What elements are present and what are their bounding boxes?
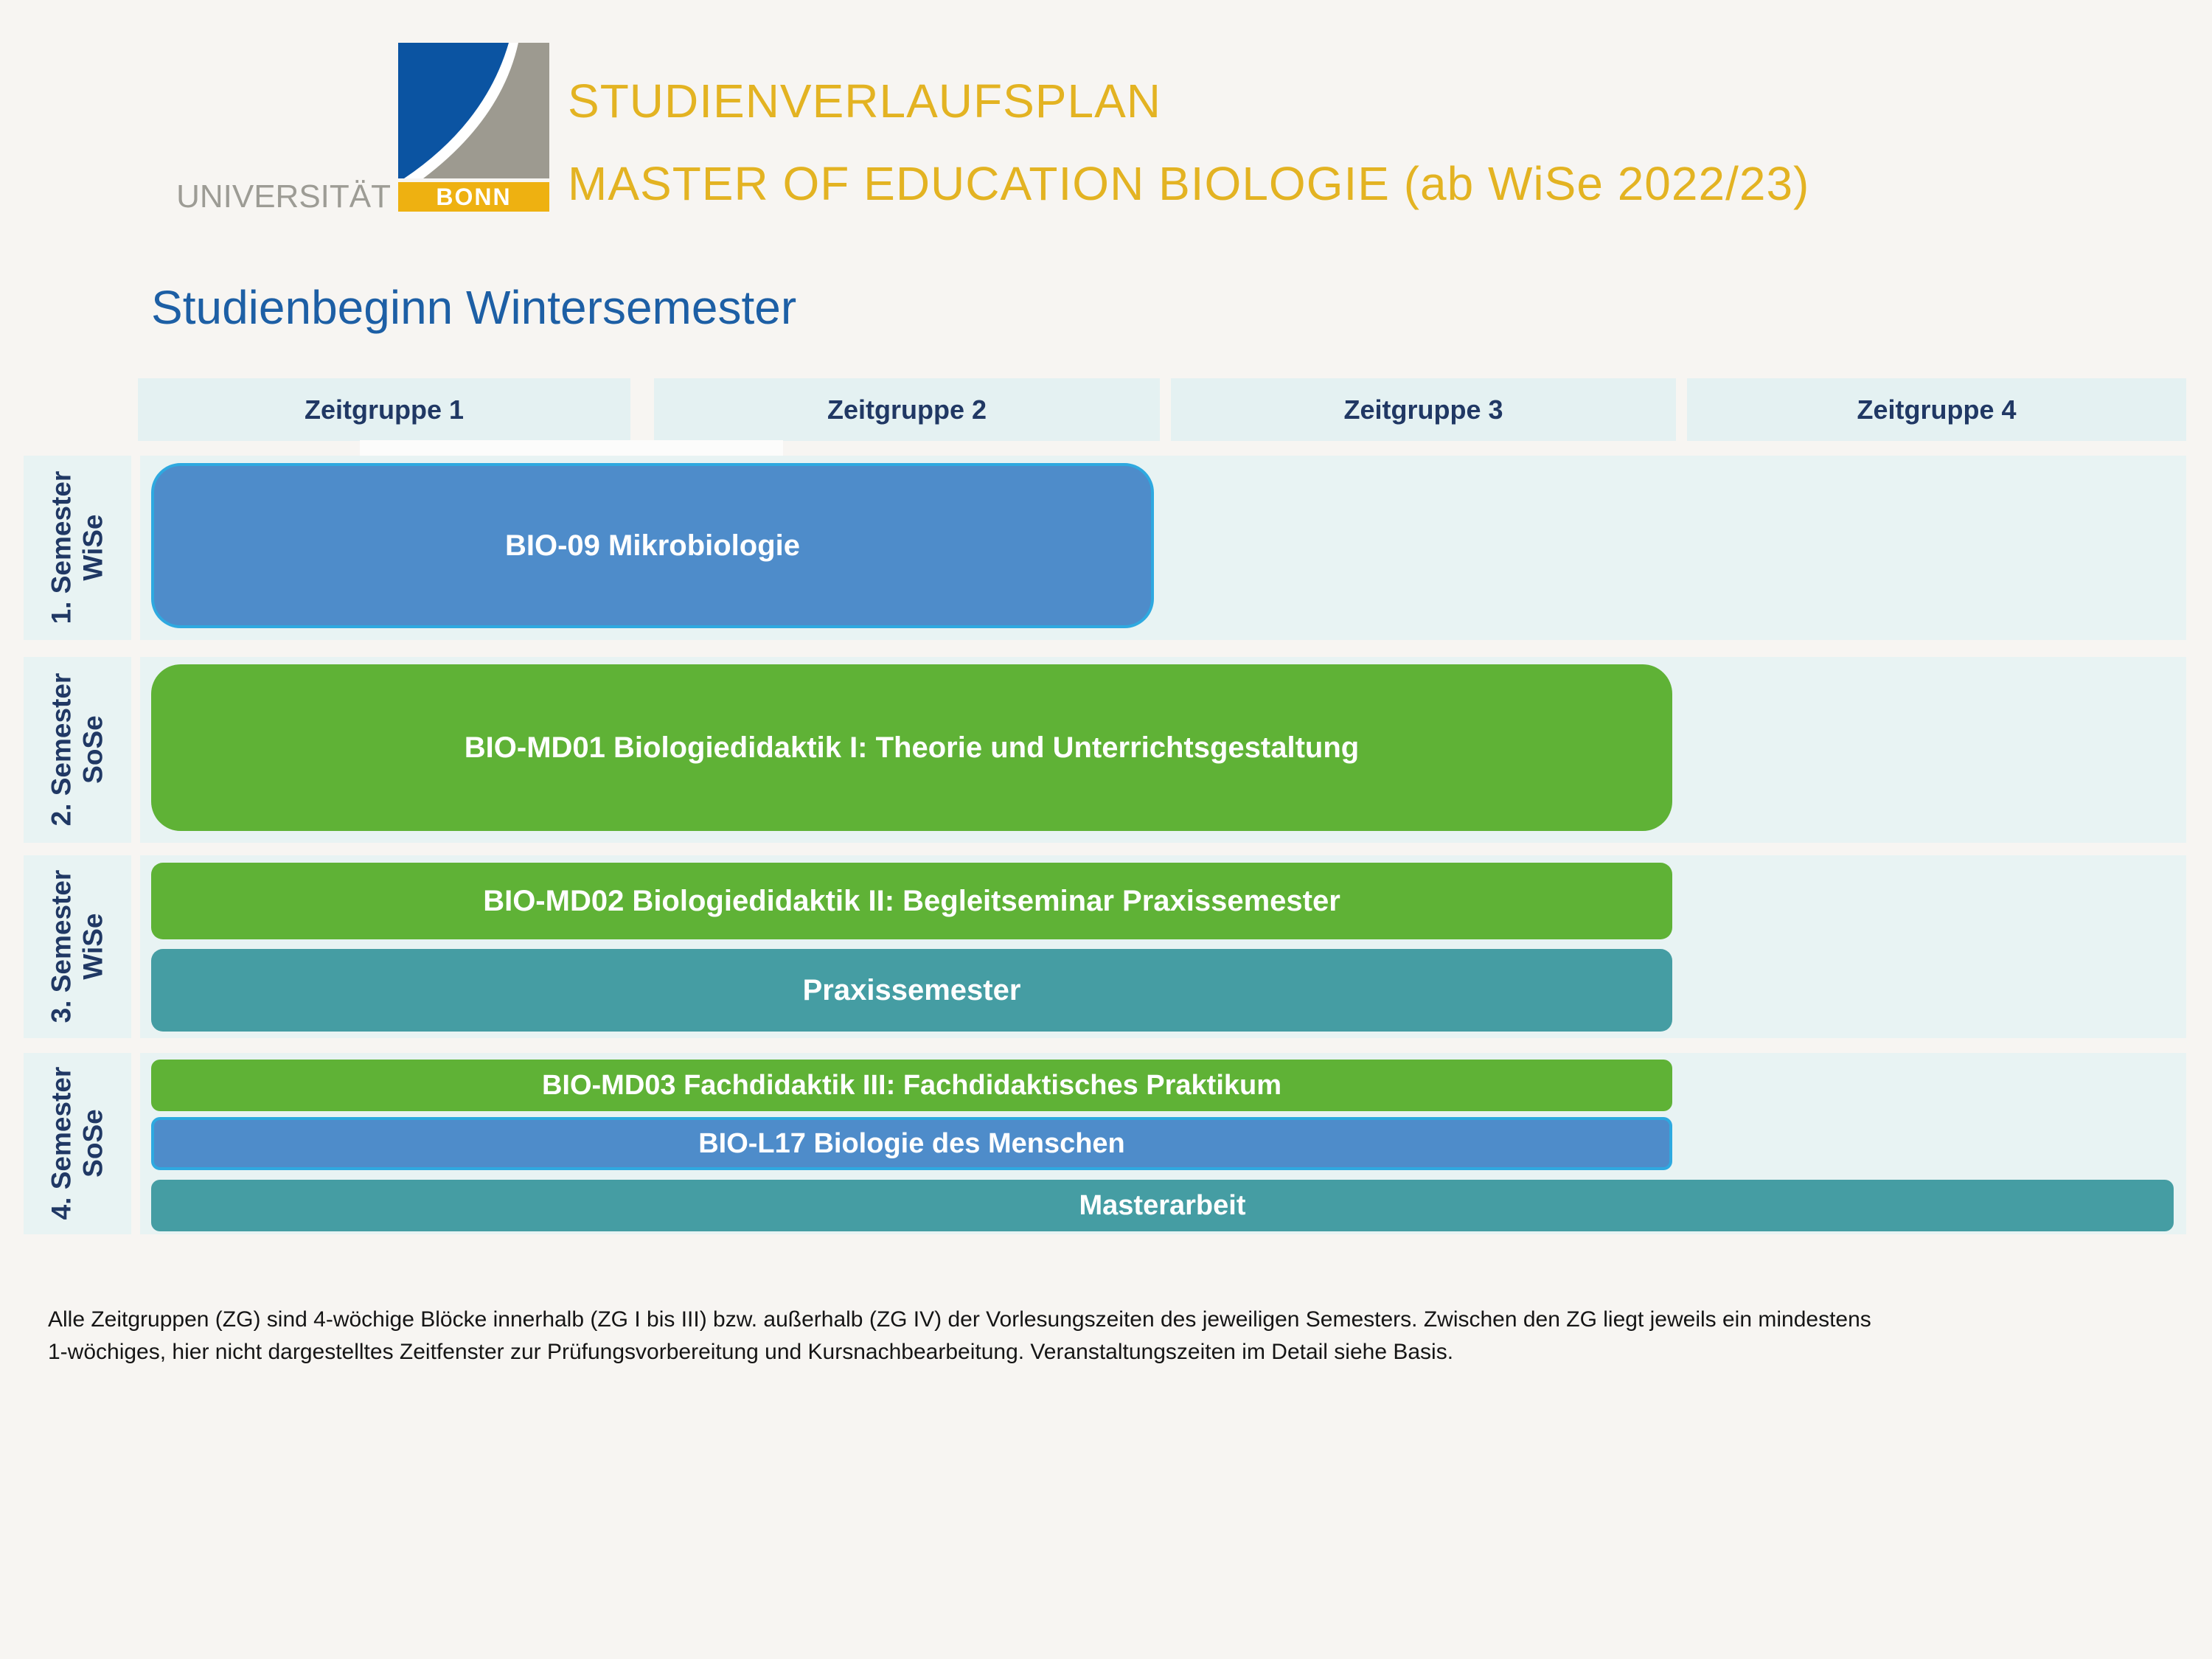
- page-title-line2: MASTER OF EDUCATION BIOLOGIE (ab WiSe 2022/23): [568, 157, 1810, 210]
- logo-bonn-bar: [398, 182, 549, 212]
- course-label: BIO-09 Mikrobiologie: [504, 529, 801, 562]
- course-label: Masterarbeit: [1079, 1189, 1246, 1221]
- semester-label-line2: SoSe: [77, 715, 108, 785]
- course-box-masterarbeit: [151, 1180, 2174, 1231]
- column-header-label: Zeitgruppe 4: [1857, 394, 2017, 425]
- uni-bonn-logo-icon: [398, 43, 549, 178]
- row-label-semester-1: [24, 456, 131, 640]
- university-wordmark: UNIVERSITÄT: [176, 178, 391, 215]
- header-highlight-rect: [360, 440, 783, 456]
- course-box-praxissemester: [151, 949, 1672, 1032]
- semester-label-line2: WiSe: [77, 514, 108, 582]
- column-header-zeitgruppe-2: [654, 378, 1160, 441]
- column-header-label: Zeitgruppe 3: [1343, 394, 1503, 425]
- semester-label-line1: 3. Semester: [46, 870, 77, 1023]
- course-box-bio-md01: [151, 664, 1672, 831]
- course-box-bio-md02: [151, 863, 1672, 939]
- page-title-line1: STUDIENVERLAUFSPLAN: [568, 74, 1161, 128]
- semester-label: [46, 673, 108, 827]
- course-box-bio-md03: [151, 1060, 1672, 1111]
- semester-label: [46, 471, 108, 625]
- footnote: [48, 1304, 1871, 1368]
- semester-label: [46, 870, 108, 1023]
- course-label: Praxissemester: [802, 973, 1021, 1006]
- semester-label-line2: WiSe: [77, 913, 108, 981]
- course-label: BIO-L17 Biologie des Menschen: [698, 1127, 1125, 1159]
- semester-label-line1: 4. Semester: [46, 1067, 77, 1220]
- row-label-semester-2: [24, 657, 131, 843]
- semester-label-line1: 1. Semester: [46, 471, 77, 625]
- logo-bonn-text: BONN: [436, 183, 512, 210]
- footnote-line1: Alle Zeitgruppen (ZG) sind 4-wöchige Blöcke innerhalb (ZG I bis III) bzw. außerhalb (ZG IV) der Vorlesungszeiten des jeweiligen Semesters. Zwischen den ZG liegt jeweils ein mindestens: [48, 1307, 1871, 1332]
- column-header-zeitgruppe-1: [138, 378, 630, 441]
- course-label: BIO-MD01 Biologiedidaktik I: Theorie und Unterrichtsgestaltung: [464, 731, 1360, 764]
- semester-label-line2: SoSe: [77, 1109, 108, 1178]
- semester-label: [46, 1067, 108, 1220]
- course-label: BIO-MD03 Fachdidaktik III: Fachdidaktisches Praktikum: [541, 1069, 1282, 1101]
- column-header-label: Zeitgruppe 1: [304, 394, 465, 425]
- row-label-semester-3: [24, 855, 131, 1038]
- course-label: BIO-MD02 Biologiedidaktik II: Begleitseminar Praxissemester: [483, 884, 1340, 917]
- semester-label-line1: 2. Semester: [46, 673, 77, 827]
- footnote-line2: 1-wöchiges, hier nicht dargestelltes Zeitfenster zur Prüfungsvorbereitung und Kursnachbearbeitung. Veranstaltungszeiten im Detail siehe Basis.: [48, 1340, 1454, 1364]
- course-box-bio-l17: [151, 1117, 1672, 1170]
- column-header-zeitgruppe-4: [1687, 378, 2186, 441]
- section-title: Studienbeginn Wintersemester: [151, 281, 797, 334]
- column-header-label: Zeitgruppe 2: [827, 394, 987, 425]
- column-header-zeitgruppe-3: [1171, 378, 1676, 441]
- course-box-bio-09: [151, 463, 1154, 628]
- row-label-semester-4: [24, 1053, 131, 1234]
